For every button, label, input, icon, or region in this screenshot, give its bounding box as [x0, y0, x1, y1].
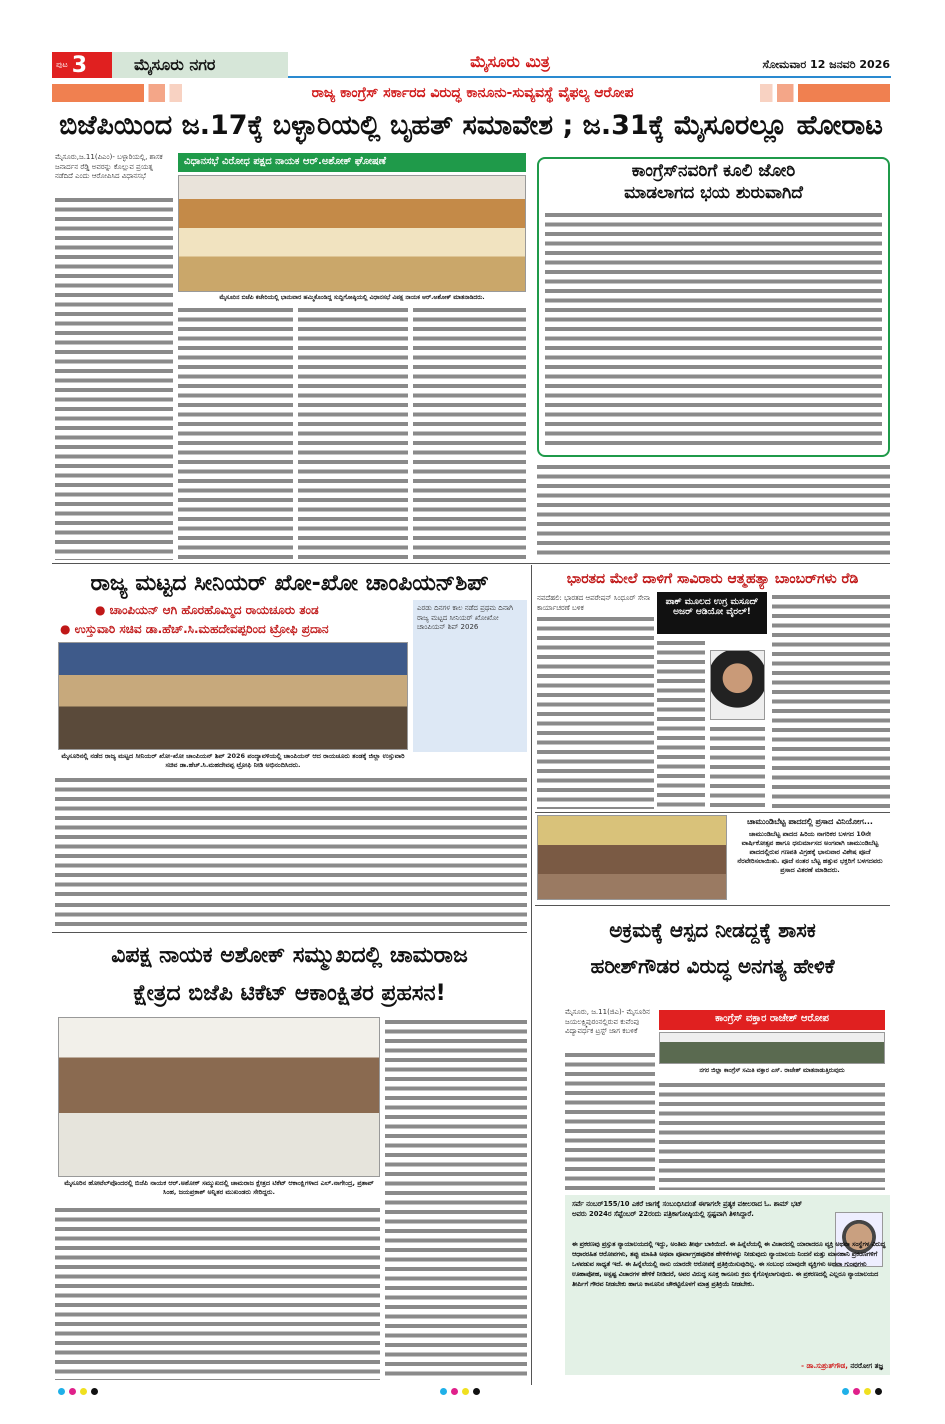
black-dot	[473, 1388, 480, 1395]
story3-caption: ಮೈಸೂರಿನಲ್ಲಿ ನಡೆದ ರಾಜ್ಯ ಮಟ್ಟದ ಸೀನಿಯರ್ ಖೋ-ಖೋ ಚಾಂಪಿಯನ್ ಶಿಪ್ 2026 ಪಂದ್ಯಾವಳಿಯಲ್ಲಿ ಚಾಂಪಿಯನ್ ಆದ ರಾಯಚೂರು ತಂಡಕ್ಕೆ ಜಿಲ್ಲಾ ಉಸ್ತುವಾರಿ ಸಚಿವ ಡಾ.ಹೆಚ್.ಸಿ.ಮಹದೇವಪ್ಪ ಟ್ರೋಫಿ ನೀಡಿ ಅಭಿನಂದಿಸಿದರು.	[61, 752, 405, 769]
story1-caption: ಮೈಸೂರಿನ ಬಿಜೆಪಿ ಕಚೇರಿಯಲ್ಲಿ ಭಾನುವಾರ ಹಮ್ಮಿಕೊಂಡಿದ್ದ ಸುದ್ದಿಗೋಷ್ಠಿಯಲ್ಲಿ ವಿಧಾನಸಭೆ ವಿಪಕ್ಷ ನಾಯಕ ಆರ್.ಅಶೋಕ್ ಮಾತನಾಡಿದರು.	[219, 294, 485, 301]
quote-body: ಈ ಪ್ರಕರಣವು ಪ್ರಸ್ತುತ ನ್ಯಾಯಾಲಯದಲ್ಲಿ ಇದ್ದು, ಅಂತಿಮ ತೀರ್ಪು ಬಾಕಿಯಿದೆ. ಈ ಹಿನ್ನೆಲೆಯಲ್ಲಿ ಈ ವಿಚಾರದಲ್ಲಿ ಯಾರಾದರೂ ವ್ಯಕ್ತಿ ಅಥವಾ ಸಂಸ್ಥೆಗಳ ವಿರುದ್ಧ ಆಧಾರರಹಿತ ಆರೋಪಗಳು, ತಪ್ಪು ಮಾಹಿತಿ ಅಥವಾ ಪೂರ್ವಾಗ್ರಹಪೂರಿತ ಹೇಳಿಕೆಗಳನ್ನು ನೀಡುವುದು ನ್ಯಾಯಾಲಯ ನಿಂದನೆ ಮತ್ತು ಮಾನಹಾನಿ ಪ್ರಕರಣಗಳಿಗೆ ಒಳಪಡುವ ಸಾಧ್ಯತೆ ಇದೆ. ಈ ಹಿನ್ನೆಲೆಯಲ್ಲಿ ನಾನು ಯಾರದೇ ಆರೋಪಕ್ಕೆ ಪ್ರತಿಕ್ರಿಯಿಸುವುದಿಲ್ಲ. ಈ ಸಂಬಂಧ ಯಾವುದೇ ವ್ಯಕ್ತಿಗಳು ಅಥವಾ ಗುಂಪುಗಳು ಊಹಾಪೋಹ, ಅಸ್ಪಷ್ಟ ವಿಚಾರಗಳ ಹೇಳಿಕೆ ನೀಡಿದರೆ, ಅವರ ವಿರುದ್ಧ ಸೂಕ್ತ ಕಾನೂನು ಕ್ರಮ ಕೈಗೊಳ್ಳಲಾಗುವುದು. ಈ ಪ್ರಕರಣದಲ್ಲಿ ಎಲ್ಲರೂ ನ್ಯಾಯಾಲಯದ ತೀರ್ಪಿಗೆ ಗೌರವ ನೀಡಬೇಕು ಹಾಗೂ ಕಾನೂನಿನ ಚೌಕಟ್ಟಿನೊಳಗೆ ಮಾತ್ರ ಪ್ರತಿಕ್ರಿಯೆ ನೀಡಬೇಕು.	[572, 1241, 886, 1288]
section-name: ಮೈಸೂರು ನಗರ	[112, 52, 288, 78]
header-rule	[288, 76, 891, 78]
story4-body-col2b	[710, 724, 765, 809]
story2-headline-1: ಕಾಂಗ್ರೆಸ್‌ನವರಿಗೆ ಕೂಲಿ ಜೋರಿ	[631, 161, 796, 181]
bullet-text: ಉಸ್ತುವಾರಿ ಸಚಿವ ಡಾ.ಹೆಚ್.ಸಿ.ಮಹದೇವಪ್ಪರಿಂದ ಟ್ರೋಫಿ ಪ್ರದಾನ	[74, 622, 329, 636]
story3-box	[413, 600, 527, 752]
story1-photo	[178, 175, 526, 292]
black-dot	[91, 1388, 98, 1395]
divider	[52, 563, 890, 564]
story5-body-right	[385, 1017, 527, 1380]
story4-label: ಪಾಕ್ ಮೂಲದ ಉಗ್ರ ಮಸೂದ್ ಅಜರ್ ಆಡಿಯೋ ವೈರಲ್!	[657, 592, 767, 634]
print-marks-center	[440, 1388, 480, 1395]
story6-label: ಕಾಂಗ್ರೆಸ್ ವಕ್ತಾರ ರಾಜೇಶ್ ಆರೋಪ	[659, 1010, 885, 1030]
author-name: - ಡಾ.ಸುಶ್ರುತ್‌ಗೌಡ,	[801, 1362, 848, 1370]
story6-headline-1: ಅಕ್ರಮಕ್ಕೆ ಆಸ್ಪದ ನೀಡದ್ದಕ್ಕೆ ಶಾಸಕ	[609, 918, 816, 942]
story3-bullet-2: ● ಉಸ್ತುವಾರಿ ಸಚಿವ ಡಾ.ಹೆಚ್.ಸಿ.ಮಹದೇವಪ್ಪರಿಂದ ಟ್ರೋಫಿ ಪ್ರದಾನ	[60, 622, 329, 636]
story5-caption: ಮೈಸೂರಿನ ಹೋಟೆಲ್‌ವೊಂದರಲ್ಲಿ ಬಿಜೆಪಿ ನಾಯಕ ಆರ್.ಅಶೋಕ್ ಸಮ್ಮುಖದಲ್ಲಿ ಚಾಮರಾಜ ಕ್ಷೇತ್ರದ ಟಿಕೆಟ್ ಆಕಾಂಕ್ಷಿಗಳಾದ ಎಲ್.ನಾಗೇಂದ್ರ, ಪ್ರತಾಪ್ ಸಿಂಹ, ಜಯಪ್ರಕಾಶ್ ಅನ್ನಿತರ ಮುಖಂಡರು ಸೇರಿದ್ದರು.	[64, 1179, 374, 1196]
print-marks-left	[58, 1388, 98, 1395]
story6-caption: ನಗರ ಜಿಲ್ಲಾ ಕಾಂಗ್ರೆಸ್ ಸಮಿತಿ ವಕ್ತಾರ ಎಸ್. ರಾಜೇಶ್ ಮಾತನಾಡುತ್ತಿರುವುದು	[699, 1067, 845, 1074]
story6-photo	[659, 1032, 885, 1064]
story4-body-col2	[657, 638, 705, 809]
magenta-dot	[451, 1388, 458, 1395]
author-role: ನರರೋಗ ತಜ್ಞ	[850, 1362, 883, 1370]
story6-body-col1	[565, 1050, 655, 1190]
magenta-dot	[69, 1388, 76, 1395]
brief-text: ಚಾಮುಂಡಿಬೆಟ್ಟ ಪಾದದ ಹಿರಿಯ ನಾಗರಿಕರ ಬಳಗದ 10ನೇ ವಾರ್ಷಿಕೋತ್ಸವ ಹಾಗೂ ಧನುರ್ಮಾಸದ ಅಂಗವಾಗಿ ಚಾಮುಂಡಿಬೆಟ್ಟ ಪಾದದಲ್ಲಿರುವ ಗಣಪತಿ ವಿಗ್ರಹಕ್ಕೆ ಭಾನುವಾರ ವಿಶೇಷ ಪೂಜೆ ನೆರವೇರಿಸಲಾಯಿತು. ಪೂಜೆ ನಂತರ ಬೆಟ್ಟ ಹತ್ತುವ ಭಕ್ತರಿಗೆ ಬಳಗದವರು ಪ್ರಸಾದ ವಿತರಣೆ ಮಾಡಿದರು.	[737, 830, 883, 874]
quote-author	[801, 1362, 883, 1371]
story3-bullet-1: ● ಚಾಂಪಿಯನ್ ಆಗಿ ಹೊರಹೊಮ್ಮಿದ ರಾಯಚೂರು ತಂಡ	[95, 603, 319, 617]
cyan-dot	[842, 1388, 849, 1395]
cyan-dot	[58, 1388, 65, 1395]
cyan-dot	[440, 1388, 447, 1395]
story6-body-col2	[659, 1080, 885, 1190]
kicker: ರಾಜ್ಯ ಕಾಂಗ್ರೆಸ್ ಸರ್ಕಾರದ ವಿರುದ್ಧ ಕಾನೂನು-ಸುವ್ಯವಸ್ಥೆ ವೈಫಲ್ಯ ಆರೋಪ	[311, 85, 634, 101]
masthead: ಮೈಸೂರು ಮಿತ್ರ	[470, 52, 550, 71]
story5-headline-2: ಕ್ಷೇತ್ರದ ಬಿಜೆಪಿ ಟಿಕೆಟ್ ಆಕಾಂಕ್ಷಿತರ ಪ್ರಹಸನ!	[133, 981, 446, 1006]
story1-label: ವಿಧಾನಸಭೆ ವಿರೋಧ ಪಕ್ಷದ ನಾಯಕ ಆರ್.ಅಶೋಕ್ ಘೋಷಣೆ	[178, 153, 526, 172]
story6-lead: ಮೈಸೂರು, ಜ.11(ಜಿಎ)- ಮೈಸೂರಿನ ಜಯಲಕ್ಷ್ಮಿಪುರಂನಲ್ಲಿರುವ ಕುವೆಂಪು ವಿದ್ಯಾವರ್ಧಕ ಟ್ರಸ್ಟ್ ಜಾಗ ಕಬಳಿಕೆ	[565, 1008, 655, 1037]
column-divider	[531, 565, 532, 1385]
story6-headline-2: ಹರೀಶ್‌ಗೌಡರ ವಿರುದ್ಧ ಅನಗತ್ಯ ಹೇಳಿಕೆ	[590, 954, 835, 978]
story5-photo	[58, 1017, 380, 1177]
story2-body	[545, 210, 882, 450]
quote-intro: ಸರ್ವೆ ನಂಬರ್155/10 ಎಕರೆ ಜಾಗಕ್ಕೆ ಸಂಬಂಧಿಸಿದಂತೆ ಈಗಾಗಲೇ ಪ್ರತ್ಯಕ ವಕೀಲರಾದ ಓ. ಶಾಮ್ ಭಟ್ ಅವರು 2024ರ ಸೆಪ್ಟೆಂಬರ್ 22ರಂದು ಪತ್ರಿಕಾಗೋಷ್ಠಿಯಲ್ಲಿ ಸ್ಪಷ್ಟವಾಗಿ ತಿಳಿಸಿದ್ದಾರೆ.	[572, 1200, 803, 1218]
chamundi-photo	[537, 815, 727, 900]
page-number: 3	[71, 52, 88, 78]
story5-body-left	[55, 1205, 380, 1380]
main-headline: ಬಿಜೆಪಿಯಿಂದ ಜ.17ಕ್ಕೆ ಬಳ್ಳಾರಿಯಲ್ಲಿ ಬೃಹತ್ ಸಮಾವೇಶ ; ಜ.31ಕ್ಕೆ ಮೈಸೂರಲ್ಲೂ ಹೋರಾಟ	[59, 110, 883, 141]
brief-title: ಚಾಮುಂಡಿಬೆಟ್ಟ ಪಾದದಲ್ಲಿ ಪ್ರಸಾದ ವಿನಿಯೋಗ...	[747, 817, 873, 826]
divider	[535, 905, 890, 906]
magenta-dot	[853, 1388, 860, 1395]
page-number-badge	[52, 52, 112, 78]
story4-body-col1	[537, 614, 654, 809]
story4-lead: ನವದೆಹಲಿ: ಭಾರತದ ಆಪರೇಷನ್ ಸಿಂಧೂರ್ ಸೇನಾ ಕಾರ್ಯಾಚರಣೆ ಬಳಿಕ	[537, 594, 654, 613]
black-dot	[875, 1388, 882, 1395]
masood-azhar-photo	[710, 650, 765, 720]
divider	[535, 812, 890, 813]
story3-body	[55, 775, 527, 900]
story5-headline-1: ವಿಪಕ್ಷ ನಾಯಕ ಅಶೋಕ್ ಸಮ್ಮುಖದಲ್ಲಿ ಚಾಮರಾಜ	[111, 943, 468, 968]
story4-body-col3	[772, 592, 890, 809]
print-marks-right	[842, 1388, 882, 1395]
yellow-dot	[462, 1388, 469, 1395]
yellow-dot	[80, 1388, 87, 1395]
page-label: ಪುಟ	[56, 60, 68, 69]
yellow-dot	[864, 1388, 871, 1395]
story4-headline: ಭಾರತದ ಮೇಲೆ ದಾಳಿಗೆ ಸಾವಿರಾರು ಆತ್ಮಹತ್ಯಾ ಬಾಂಬರ್‌ಗಳು ರೆಡಿ	[566, 571, 859, 587]
story3-body-end	[55, 900, 527, 928]
story3-photo	[58, 642, 408, 750]
story2-body-cont	[537, 462, 890, 560]
issue-date: ಸೋಮವಾರ 12 ಜನವರಿ 2026	[762, 58, 890, 71]
story3-box-text: ಎರಡು ದಿನಗಳ ಕಾಲ ನಡೆದ ಪ್ರಥಮ ದಿನಾಗಿ ರಾಜ್ಯ ಮಟ್ಟದ ಸೀನಿಯರ್ ಖೋಖೋ ಚಾಂಪಿಯನ್ ಶಿಪ್ 2026	[417, 604, 514, 631]
divider	[52, 932, 527, 933]
story1-body-col1	[55, 195, 173, 560]
story3-headline: ರಾಜ್ಯ ಮಟ್ಟದ ಸೀನಿಯರ್ ಖೋ-ಖೋ ಚಾಂಪಿಯನ್‌ಶಿಪ್	[90, 571, 489, 596]
story1-lead: ಮೈಸೂರು,ಜ.11(ಪಿಎಂ)- ಬಳ್ಳಾರಿಯಲ್ಲಿ, ಶಾಸಕ ಜನಾರ್ದನ ರೆಡ್ಡಿ ಅವರನ್ನು ಕೊಲ್ಲುವ ಪ್ರಯತ್ನ ನಡೆದಿದೆ ಎಂದು ಆರೋಪಿಸಿದ ವಿಧಾನಸಭೆ	[55, 153, 173, 182]
bullet-text: ಚಾಂಪಿಯನ್ ಆಗಿ ಹೊರಹೊಮ್ಮಿದ ರಾಯಚೂರು ತಂಡ	[109, 603, 319, 617]
story1-body-cols	[178, 305, 526, 560]
story2-headline-2: ಮಾಡಲಾಗದ ಭಯ ಶುರುವಾಗಿದೆ	[624, 183, 803, 203]
